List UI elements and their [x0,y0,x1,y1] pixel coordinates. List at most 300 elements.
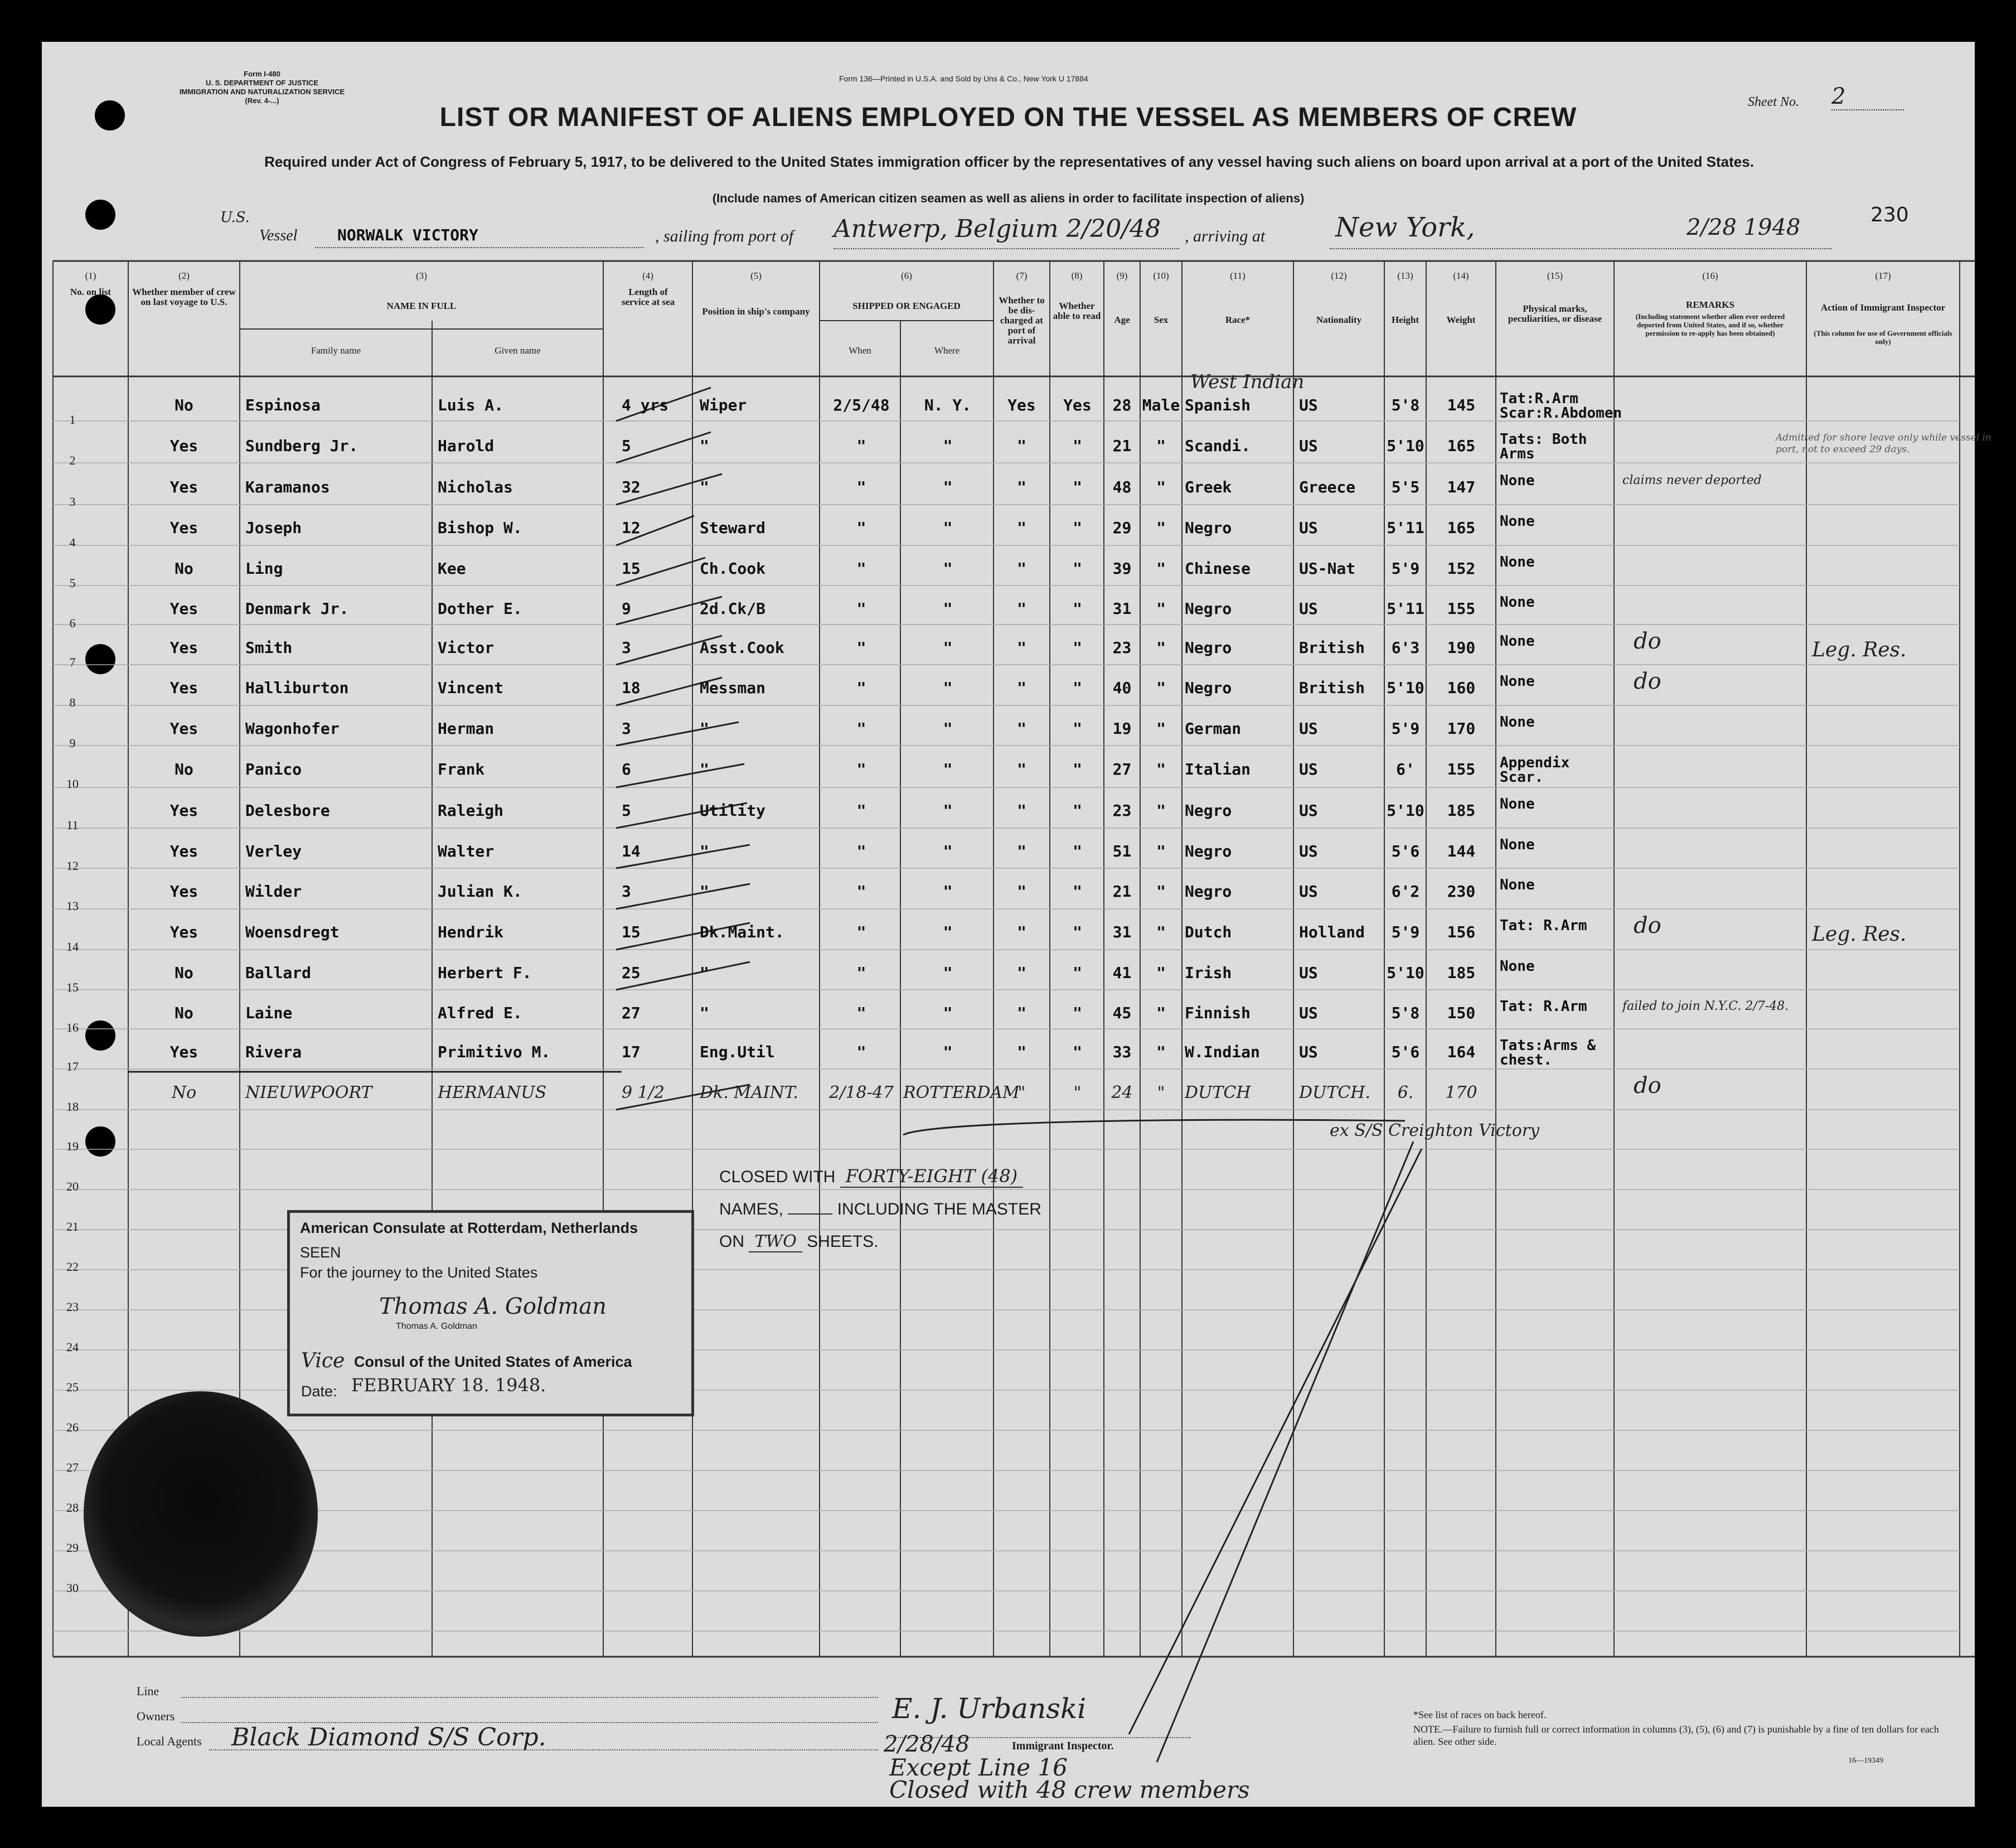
member-cell: Yes [169,882,198,901]
read-cell: Yes [1063,396,1092,414]
service-cell: 5 [622,437,631,455]
col-8-num: (8) [1071,270,1083,281]
nationality-cell: DUTCH. [1299,1083,1370,1102]
manifest-number: 230 [1870,204,1909,226]
race-cell: Italian [1185,760,1251,778]
col-8-label: Whether able to read [1053,301,1101,321]
read-cell: " [1073,1004,1082,1022]
service-cell: 27 [622,1004,641,1022]
height-cell: 5'11 [1387,599,1424,618]
col-1-num: (1) [85,270,96,281]
service-cell: 17 [622,1043,641,1061]
vessel-label: Vessel [259,227,298,244]
given-name-cell: Primitivo M. [438,1043,551,1061]
row-number: 23 [66,1300,79,1314]
marks-cell: None [1500,836,1535,853]
shipped-where-cell: N. Y. [924,396,972,414]
height-cell: 5'5 [1391,478,1420,496]
service-cell: 15 [622,923,641,941]
service-cell: 9 [622,599,631,618]
shipped-when-cell: " [856,882,866,901]
weight-cell: 164 [1447,1043,1476,1061]
height-cell: 5'11 [1387,519,1424,537]
given-name-cell: Dother E. [438,599,522,618]
closed-count: FORTY-EIGHT (48) [840,1165,1023,1188]
member-cell: Yes [169,679,198,697]
read-cell: " [1073,882,1082,901]
family-name-cell: Delesbore [245,801,330,820]
service-cell: 15 [622,559,641,578]
sailing-label: , sailing from port of [655,227,794,245]
col-9-num: (9) [1116,270,1128,281]
page-subtitle: Required under Act of Congress of February 5, 1917, to be delivered to the United States immigration officer by the representatives of any vessel having such aliens on board upon arrival at a port of the United States. [264,153,1754,170]
nationality-cell: US [1299,719,1318,738]
weight-cell: 144 [1447,842,1476,860]
action-cell: Leg. Res. [1812,923,1907,946]
row-number: 29 [66,1541,79,1555]
row-number: 22 [66,1260,79,1274]
nationality-cell: US [1299,760,1318,778]
department: U. S. DEPARTMENT OF JUSTICE [206,79,318,87]
discharge-cell: " [1017,478,1026,496]
date-label: Date: [301,1383,337,1400]
seen-label: SEEN [300,1244,341,1261]
given-name-cell: Luis A. [438,396,504,414]
given-name-cell: Kee [438,559,466,578]
col-13-num: (13) [1397,270,1413,281]
age-cell: 27 [1112,760,1132,778]
col-1-label: No. on list [70,287,112,297]
age-cell: 21 [1112,437,1132,455]
weight-cell: 147 [1447,478,1476,496]
row-number: 13 [66,899,79,913]
service-cell: 25 [622,964,641,982]
position-cell: " [700,760,709,778]
read-cell: " [1073,719,1082,738]
row-number: 24 [66,1340,79,1354]
races-note: *See list of races on back hereof. [1413,1709,1547,1720]
shipped-when-cell: " [856,1004,866,1022]
nationality-cell: US [1299,1043,1318,1061]
race-cell: Negro [1185,599,1232,618]
member-cell: Yes [169,638,198,657]
journey-label: For the journey to the United States [300,1264,538,1281]
race-cell: Greek [1185,478,1232,496]
closed-crew-note: Closed with 48 crew members [889,1776,1250,1803]
remarks-cell: Admitted for shore leave only while vessel in port, not to exceed 29 days. [1776,432,1991,455]
shipped-where-cell: " [943,638,953,657]
read-cell: " [1073,1083,1082,1102]
read-cell: " [1073,599,1082,618]
age-cell: 19 [1112,719,1132,738]
service-cell: 14 [622,842,641,860]
race-cell: Chinese [1185,559,1251,578]
member-cell: Yes [169,801,198,820]
height-cell: 5'10 [1387,801,1424,820]
col-11-label: Race* [1225,315,1251,325]
row-number: 4 [69,535,76,549]
page-title: LIST OR MANIFEST OF ALIENS EMPLOYED ON THE VESSEL AS MEMBERS OF CREW [439,103,1577,132]
read-cell: " [1073,559,1082,578]
given-name-cell: Hendrik [438,923,504,941]
height-cell: 5'10 [1387,679,1424,697]
row-number: 30 [66,1581,79,1595]
including-master: INCLUDING THE MASTER [837,1200,1041,1218]
row-number: 7 [69,655,76,669]
line-label: Line [137,1684,159,1698]
height-cell: 5'9 [1391,719,1420,738]
family-name-cell: Ling [245,559,283,578]
weight-cell: 230 [1447,882,1476,901]
nationality-cell: US [1299,882,1318,901]
weight-cell: 165 [1447,437,1476,455]
race-cell: Negro [1185,519,1232,537]
service-cell: 4 yrs [622,396,669,414]
sheet-number: 2 [1831,84,1904,110]
family-name-cell: Joseph [245,519,302,537]
col-3-num: (3) [416,270,427,281]
race-cell: DUTCH [1185,1083,1251,1102]
consul-signature: Thomas A. Goldman [379,1294,607,1319]
given-name-cell: Victor [438,638,495,657]
weight-cell: 145 [1447,396,1476,414]
position-cell: Asst.Cook [700,638,784,657]
race-cell: Scandi. [1185,437,1251,455]
col-14-label: Weight [1446,315,1476,325]
col-14-num: (14) [1453,270,1469,281]
row-number: 12 [66,859,79,873]
nationality-cell: US-Nat [1299,559,1356,578]
given-name-head: Given name [495,345,541,356]
shipped-where-cell: " [943,1043,953,1061]
family-name-cell: Ballard [245,964,312,982]
race-cell: W.Indian [1185,1043,1260,1061]
shipped-when-cell: " [856,719,866,738]
position-cell: Ch.Cook [700,559,766,578]
row-number: 28 [66,1501,79,1515]
age-cell: 48 [1112,478,1132,496]
row-number: 27 [66,1460,79,1474]
discharge-cell: Yes [1007,396,1036,414]
shipped-where-cell: " [943,760,953,778]
sex-cell: " [1156,519,1166,537]
sex-cell: " [1156,1043,1166,1061]
read-cell: " [1073,519,1082,537]
col-4-num: (4) [642,270,653,281]
service-cell: 5 [622,801,631,820]
discharge-cell: " [1017,559,1026,578]
nationality-cell: US [1299,519,1318,537]
departure-port: Antwerp, Belgium 2/20/48 [833,215,1161,243]
marks-cell: Appendix Scar. [1500,754,1570,786]
shipped-where-cell: " [943,437,953,455]
marks-cell: None [1500,594,1535,611]
age-cell: 21 [1112,882,1132,901]
shipped-where-cell: " [943,882,953,901]
read-cell: " [1073,478,1082,496]
position-cell: " [700,1004,709,1022]
remarks-cell: claims never deported [1622,473,1762,487]
remarks-cell: do [1634,628,1661,654]
row-number: 20 [66,1179,79,1193]
read-cell: " [1073,638,1082,657]
race-cell: Negro [1185,882,1232,901]
row-number: 25 [66,1380,79,1394]
position-cell: " [700,964,709,982]
weight-cell: 152 [1447,559,1476,578]
service-cell: 3 [622,882,631,901]
discharge-cell: " [1017,1043,1026,1061]
sex-cell: Male [1142,396,1180,414]
sex-cell: " [1156,923,1166,941]
line-underline [181,1697,878,1698]
height-cell: 5'10 [1387,437,1424,455]
given-name-cell: Nicholas [438,478,513,496]
discharge-cell: " [1017,519,1026,537]
sex-cell: " [1156,882,1166,901]
shipped-where-cell: ROTTERDAM [903,1083,1020,1102]
col-11-num: (11) [1230,270,1246,281]
marks-cell: None [1500,796,1535,812]
member-cell: No [175,559,193,578]
weight-cell: 170 [1447,719,1476,738]
position-cell: Dk. MAINT. [700,1083,798,1102]
race-cell: Negro [1185,801,1232,820]
col-12-label: Nationality [1316,315,1362,325]
discharge-cell: " [1017,760,1026,778]
race-cell: Dutch [1185,923,1232,941]
height-cell: 5'8 [1391,396,1420,414]
member-cell: Yes [169,1043,198,1061]
member-cell: Yes [169,923,198,941]
shipped-when-cell: " [856,1043,866,1061]
family-name-cell: Wilder [245,882,302,901]
given-name-cell: Vincent [438,679,504,697]
col-9-label: Age [1114,315,1130,325]
names-blank [788,1213,832,1215]
marks-cell: None [1500,673,1535,690]
sheets-label: SHEETS. [807,1232,879,1251]
position-cell: Eng.Util [700,1043,775,1061]
age-cell: 24 [1111,1083,1133,1102]
sex-cell: " [1156,437,1166,455]
height-cell: 5'9 [1391,559,1420,578]
stamp-date: FEBRUARY 18. 1948. [351,1375,546,1396]
vessel-name: NORWALK VICTORY [337,226,478,244]
discharge-cell: " [1017,679,1026,697]
marks-cell: Tat:R.Arm Scar:R.Abdomen [1500,390,1622,422]
service-cell: 3 [622,719,631,738]
col-15-num: (15) [1547,270,1563,281]
penalty-note: NOTE.—Failure to furnish full or correct information in columns (3), (5), (6) and (7) is punishable by a fine of ten dollars for each alien. See other side. [1413,1724,1939,1747]
member-cell: No [175,396,193,414]
shipped-when-cell: " [856,478,866,496]
family-name-cell: Smith [245,638,293,657]
age-cell: 31 [1112,923,1132,941]
family-name-cell: Rivera [245,1043,302,1061]
race-cell: Negro [1185,842,1232,860]
remarks-cell: do [1634,913,1661,938]
height-cell: 6. [1397,1083,1414,1102]
age-cell: 28 [1112,396,1132,414]
discharge-cell: " [1017,923,1026,941]
height-cell: 6'2 [1391,882,1420,901]
weight-cell: 190 [1447,638,1476,657]
discharge-cell: " [1017,638,1026,657]
shipped-when-cell: " [856,679,866,697]
family-name-cell: Halliburton [245,679,349,697]
marks-cell: Tats: Both Arms [1500,431,1587,462]
given-name-cell: Bishop W. [438,519,522,537]
col-2-label: Whether member of crew on last voyage to U.S. [132,287,236,307]
row-number: 14 [66,940,79,954]
family-name-cell: Verley [245,842,302,860]
except-note: Except Line 16 [889,1754,1068,1781]
member-cell: Yes [169,519,198,537]
height-cell: 6'3 [1391,638,1420,657]
col-2-num: (2) [178,270,190,281]
remarks-cell: failed to join N.Y.C. 2/7-48. [1622,999,1789,1013]
sex-cell: " [1156,719,1166,738]
shipped-where-cell: " [943,923,953,941]
race-cell: Finnish [1185,1004,1251,1022]
member-cell: Yes [169,599,198,618]
shipped-when-cell: 2/5/48 [833,396,890,414]
names-label: NAMES, [719,1200,784,1218]
sheet-label: Sheet No. [1748,95,1799,109]
height-cell: 5'6 [1391,842,1420,860]
remarks-note: (Including statement whether alien ever ordered deported from United States, and if so, whether permission to re-apply has been obtained) [1635,312,1785,337]
sex-cell: " [1157,1083,1165,1102]
discharge-cell: " [1017,437,1026,455]
family-name-cell: Sundberg Jr. [245,437,358,455]
row-number: 9 [69,736,76,750]
shipped-when-cell: " [856,519,866,537]
weight-cell: 150 [1447,1004,1476,1022]
col-10-num: (10) [1153,270,1169,281]
transfer-note-row18: ex S/S Creighton Victory [1330,1121,1540,1140]
member-cell: No [175,964,193,982]
sex-cell: " [1156,964,1166,982]
age-cell: 31 [1112,599,1132,618]
shipped-where-cell: " [943,478,953,496]
family-name-cell: Woensdregt [245,923,340,941]
row-number: 19 [66,1139,79,1153]
nationality-cell: Greece [1299,478,1356,496]
service-cell: 32 [622,478,641,496]
col-16-label: REMARKS [1686,299,1734,310]
remarks-cell: do [1634,669,1661,694]
us-mark: U.S. [220,209,250,226]
marks-cell: None [1500,714,1535,731]
service: IMMIGRATION AND NATURALIZATION SERVICE [179,88,345,96]
given-name-cell: Harold [438,437,495,455]
shipped-when-cell: " [856,801,866,820]
discharge-cell: " [1017,882,1026,901]
remarks-cell: do [1634,1073,1661,1099]
marks-cell: None [1500,877,1535,893]
height-cell: 5'8 [1391,1004,1420,1022]
on-label: ON [719,1232,744,1251]
race-cell: German [1185,719,1242,738]
sheets-count: TWO [749,1232,802,1252]
race-cell: Irish [1185,964,1232,982]
sex-cell: " [1156,559,1166,578]
nationality-cell: British [1299,679,1365,697]
shipped-where-cell: " [943,801,953,820]
nationality-cell: US [1299,1004,1318,1022]
shipped-when-cell: " [856,842,866,860]
inspector-signature: E. J. Urbanski [892,1692,1087,1725]
row-number: 21 [66,1220,79,1233]
family-name-cell: Wagonhofer [245,719,340,738]
sex-cell: " [1156,760,1166,778]
given-name-cell: Herbert F. [438,964,532,982]
position-cell: " [700,882,709,901]
shipped-where-cell: " [943,719,953,738]
read-cell: " [1073,964,1082,982]
closed-with-label: CLOSED WITH [719,1168,836,1186]
shipped-where-cell: " [943,964,953,982]
consul-printed-name: Thomas A. Goldman [396,1322,477,1331]
marks-cell: Tats:Arms & chest. [1500,1037,1596,1068]
form-number: Form I-480 [244,70,280,78]
age-cell: 39 [1112,559,1132,578]
age-cell: 23 [1112,638,1132,657]
service-cell: 6 [622,760,631,778]
page-subnote: (Include names of American citizen seamen as well as aliens in order to facilitate inspection of aliens) [712,191,1305,205]
age-cell: 29 [1112,519,1132,537]
position-cell: " [700,478,709,496]
row-number: 15 [66,980,79,994]
weight-cell: 170 [1445,1083,1477,1102]
member-cell: No [175,760,193,778]
sex-cell: " [1156,842,1166,860]
age-cell: 40 [1112,679,1132,697]
arrival-port: New York, [1335,212,1475,243]
row-number: 11 [66,818,79,832]
family-name-cell: Denmark Jr. [245,599,349,618]
given-name-cell: Walter [438,842,495,860]
row-number: 17 [66,1060,79,1073]
agents-label: Local Agents [137,1734,202,1748]
agents-underline [209,1749,878,1750]
row-number: 10 [66,777,79,791]
sex-cell: " [1156,638,1166,657]
shipped-where-cell: " [943,1004,953,1022]
col-13-label: Height [1391,315,1419,325]
position-cell: Messman [700,679,766,697]
col-16-num: (16) [1702,270,1718,281]
weight-cell: 165 [1447,519,1476,537]
row-number: 8 [69,695,76,709]
row-number: 1 [69,413,76,427]
marks-cell: None [1500,554,1535,570]
agents-value: Black Diamond S/S Corp. [231,1723,546,1752]
nationality-cell: US [1299,437,1318,455]
read-cell: " [1073,760,1082,778]
weight-cell: 185 [1447,801,1476,820]
col-17-label: Action of Immigrant Inspector [1820,302,1946,313]
printer-line: Form 136—Printed in U.S.A. and Sold by Uns & Co., New York U 17884 [839,74,1088,83]
shipped-when-cell: " [856,437,866,455]
consul-title: Consul of the United States of America [354,1353,632,1370]
col-5-num: (5) [750,270,762,281]
nationality-cell: US [1299,396,1318,414]
position-cell: Wiper [700,396,747,414]
read-cell: " [1073,679,1082,697]
row-number: 2 [69,453,76,467]
